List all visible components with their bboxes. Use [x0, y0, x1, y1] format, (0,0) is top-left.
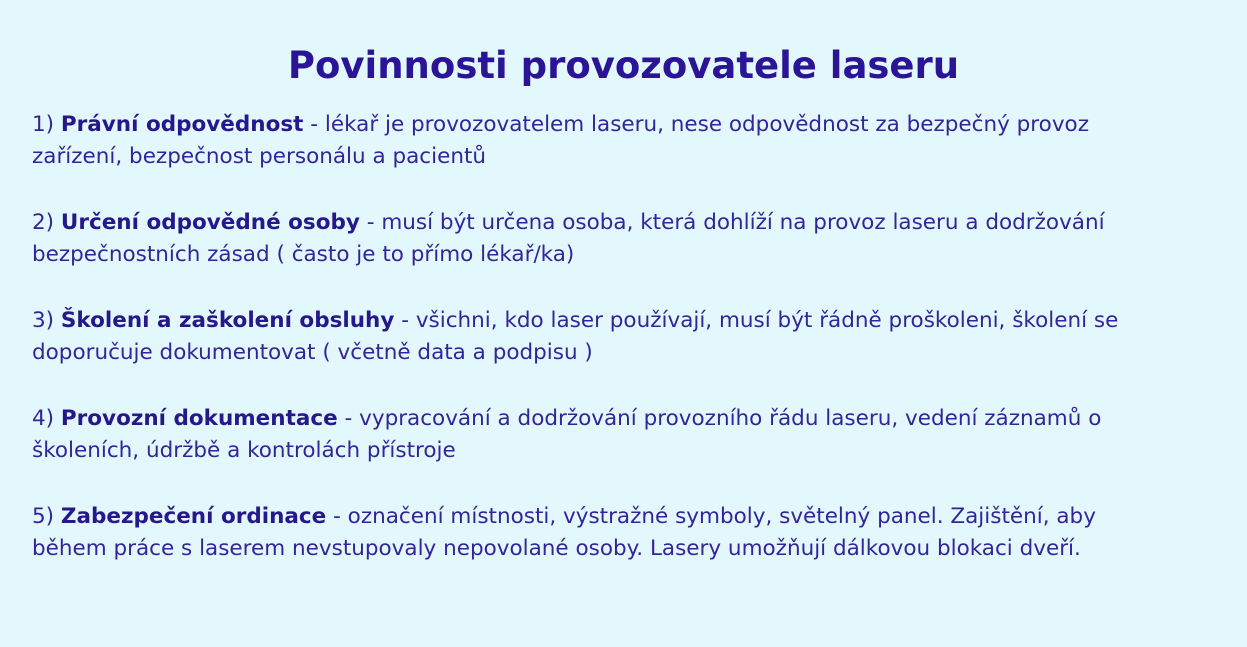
item-description: - vypracování a dodržování provozního řádu laseru, vedení záznamů o školeních, údržbě a kontrolách přístroje: [32, 406, 1102, 463]
item-number: 4): [32, 406, 55, 431]
item-term: Školení a zaškolení obsluhy: [60, 308, 395, 333]
item-term: Určení odpovědné osoby: [60, 210, 360, 235]
list-item: [32, 501, 1140, 565]
item-term: Zabezpečení ordinace: [60, 504, 327, 529]
item-term: Právní odpovědnost: [60, 112, 304, 137]
item-number: 1): [32, 112, 55, 137]
list-item: [32, 403, 1140, 467]
page-title: Povinnosti provozovatele laseru: [287, 44, 960, 87]
list-item: [32, 305, 1140, 369]
obligations-list: [32, 109, 1140, 565]
item-description: - musí být určena osoba, která dohlíží na provoz laseru a dodržování bezpečnostních zásad ( často je to přímo lékař/ka): [32, 210, 1105, 267]
item-term: Provozní dokumentace: [60, 406, 338, 431]
item-description: - označení místnosti, výstražné symboly, světelný panel. Zajištění, aby během práce s laserem nevstupovaly nepovolané osoby. Lasery umožňují dálkovou blokaci dveří.: [32, 504, 1096, 561]
item-number: 3): [32, 308, 55, 333]
item-number: 2): [32, 210, 55, 235]
list-item: [32, 207, 1140, 271]
item-number: 5): [32, 504, 55, 529]
list-item: [32, 109, 1140, 173]
item-description: - všichni, kdo laser používají, musí být řádně proškoleni, školení se doporučuje dokumentovat ( včetně data a podpisu ): [32, 308, 1119, 365]
item-description: - lékař je provozovatelem laseru, nese odpovědnost za bezpečný provoz zařízení, bezpečnost personálu a pacientů: [32, 112, 1089, 169]
